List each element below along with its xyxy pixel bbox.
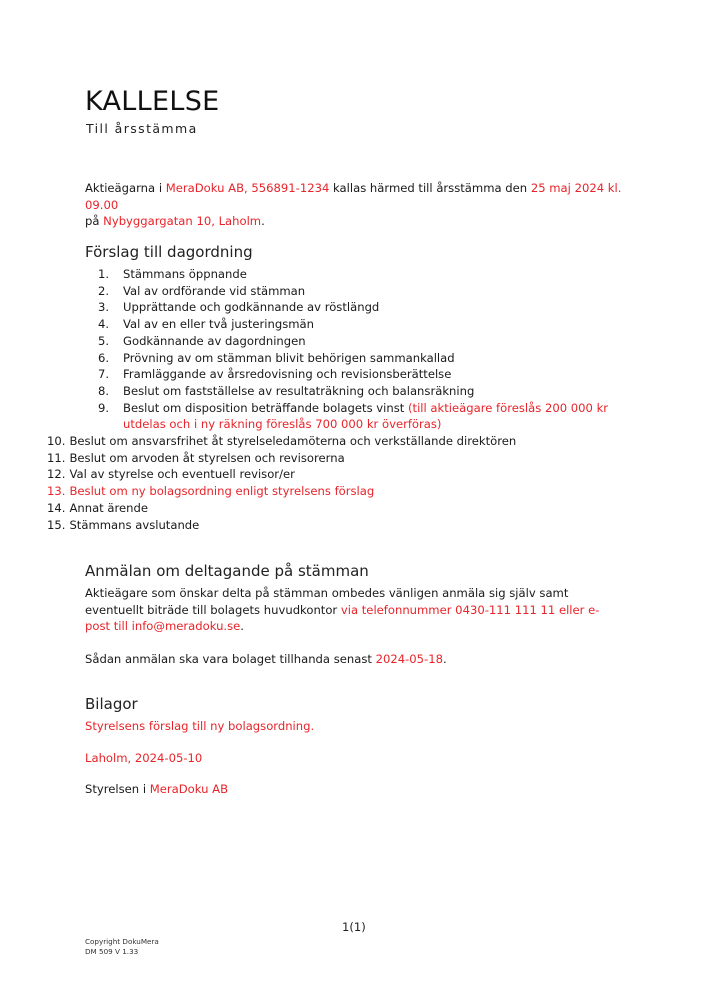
agenda-item-number: 1. xyxy=(98,267,110,281)
version-text: DM 509 V 1.33 xyxy=(85,947,139,956)
agenda-item-text: Godkännande av dagordningen xyxy=(123,333,306,348)
agenda-item-label xyxy=(110,299,645,316)
page-number: 1(1) xyxy=(342,920,366,934)
signature xyxy=(85,781,645,798)
agenda-item-number: 8. xyxy=(98,383,110,398)
agenda-item-number: 14. xyxy=(47,500,66,515)
agenda-item-label xyxy=(110,383,645,400)
place-date: Laholm, 2024-05-10 xyxy=(85,751,203,765)
agenda-item-text: Beslut om arvoden åt styrelsen och revisorerna xyxy=(69,450,345,465)
signature-prefix: Styrelsen i xyxy=(85,782,150,796)
agenda-item-number: 12. xyxy=(47,467,66,482)
intro-text: Aktieägarna i xyxy=(85,181,166,195)
agenda-item-label xyxy=(65,466,645,483)
agenda-item xyxy=(85,316,645,333)
deadline-paragraph xyxy=(85,651,645,668)
agenda-item-number: 6. xyxy=(98,350,110,365)
agenda-item xyxy=(85,283,645,300)
intro-paragraph xyxy=(85,180,645,230)
agenda-item-text: Stämmans avslutande xyxy=(69,517,200,532)
agenda-item xyxy=(85,299,645,316)
agenda-item-label xyxy=(110,400,645,433)
agenda-item-text: Upprättande och godkännande av röstlängd xyxy=(123,300,380,315)
agenda-item xyxy=(85,333,645,350)
agenda-item-text: Beslut om ny bolagsordning enligt styrelsens förslag xyxy=(69,484,375,499)
agenda-item-number: 9. xyxy=(98,400,110,415)
agenda-item-label xyxy=(110,350,645,367)
agenda-item-label xyxy=(65,483,645,500)
intro-text: . xyxy=(261,214,265,229)
agenda-item xyxy=(47,483,645,500)
registration-text: . xyxy=(240,619,244,634)
agenda-item-label xyxy=(110,316,645,333)
agenda-item-label xyxy=(110,266,645,283)
agenda-item-text: Annat ärende xyxy=(69,500,149,515)
meeting-datetime: 25 maj 2024 kl. 09.00 xyxy=(85,181,622,212)
agenda-item-text: Framläggande av årsredovisning och revisionsberättelse xyxy=(123,367,452,382)
agenda-item-text: Val av ordförande vid stämman xyxy=(123,283,306,298)
agenda-item xyxy=(85,400,645,433)
contact-info: via telefonnummer 0430-111 111 11 eller e-post till info@meradoku.se xyxy=(85,602,600,634)
agenda-item-label xyxy=(65,500,645,517)
agenda-item-text: Beslut om ansvarsfrihet åt styrelseledamöterna och verkställande direktören xyxy=(69,434,517,449)
agenda-item xyxy=(47,450,645,467)
signature-company: MeraDoku AB xyxy=(149,782,229,796)
registration-heading: Anmälan om deltagande på stämman xyxy=(85,562,369,580)
agenda-item-proposal: (till aktieägare föreslås 200 000 kr utdelas och i ny räkning föreslås 700 000 kr överföras) xyxy=(123,400,609,432)
agenda-item-label xyxy=(65,450,645,467)
agenda-item-number: 13. xyxy=(47,484,66,499)
agenda-item-number: 2. xyxy=(98,283,110,298)
agenda-item xyxy=(47,433,645,450)
meeting-address: Nybyggargatan 10, Laholm xyxy=(103,214,262,229)
agenda-item-label xyxy=(65,517,645,534)
agenda-item-number: 7. xyxy=(98,367,110,382)
agenda-item xyxy=(85,383,645,400)
registration-text: Aktieägare som önskar delta på stämman ombedes vänligen anmäla sig själv samt eventuellt biträde till bolagets huvudkontor xyxy=(85,586,569,617)
company-name: MeraDoku AB, 556891-1234 xyxy=(165,181,330,195)
deadline-date: 2024-05-18 xyxy=(375,652,443,666)
deadline-text: . xyxy=(442,652,447,666)
deadline-text: Sådan anmälan ska vara bolaget tillhanda senast xyxy=(85,652,376,666)
intro-text: på xyxy=(85,214,104,229)
agenda-item-label xyxy=(110,283,645,300)
agenda-list xyxy=(47,266,645,533)
agenda-item-number: 3. xyxy=(98,300,110,315)
agenda-item-text: Val av en eller två justeringsmän xyxy=(123,317,314,332)
agenda-item-label xyxy=(110,333,645,350)
agenda-item-number: 15. xyxy=(47,517,66,532)
agenda-item-text: Beslut om disposition beträffande bolagets vinst xyxy=(123,400,408,415)
agenda-item-text: Beslut om fastställelse av resultaträkning och balansräkning xyxy=(123,383,475,398)
agenda-item xyxy=(47,466,645,483)
agenda-item-text: Stämmans öppnande xyxy=(123,267,247,281)
document-subtitle: Till årsstämma xyxy=(86,121,198,136)
agenda-heading: Förslag till dagordning xyxy=(85,243,253,261)
agenda-item xyxy=(47,500,645,517)
agenda-item xyxy=(85,266,645,283)
agenda-item-label xyxy=(110,366,645,383)
attachment-item: Styrelsens förslag till ny bolagsordning. xyxy=(85,719,315,733)
attachments-heading: Bilagor xyxy=(85,695,138,713)
document-title: KALLELSE xyxy=(85,86,220,117)
intro-text: kallas härmed till årsstämma den xyxy=(329,181,531,195)
agenda-item xyxy=(47,517,645,534)
agenda-item xyxy=(85,366,645,383)
copyright-text: Copyright DokuMera xyxy=(85,937,159,946)
agenda-item-number: 4. xyxy=(98,317,110,332)
registration-paragraph xyxy=(85,585,605,635)
agenda-item-text: Prövning av om stämman blivit behörigen sammankallad xyxy=(123,350,455,365)
agenda-item-number: 5. xyxy=(98,333,110,348)
agenda-item-number: 10. xyxy=(47,434,66,449)
agenda-item-label xyxy=(65,433,645,450)
agenda-item-text: Val av styrelse och eventuell revisor/er xyxy=(69,467,295,482)
agenda-item-number: 11. xyxy=(47,450,66,465)
agenda-item xyxy=(85,350,645,367)
footer-copyright xyxy=(85,937,159,957)
